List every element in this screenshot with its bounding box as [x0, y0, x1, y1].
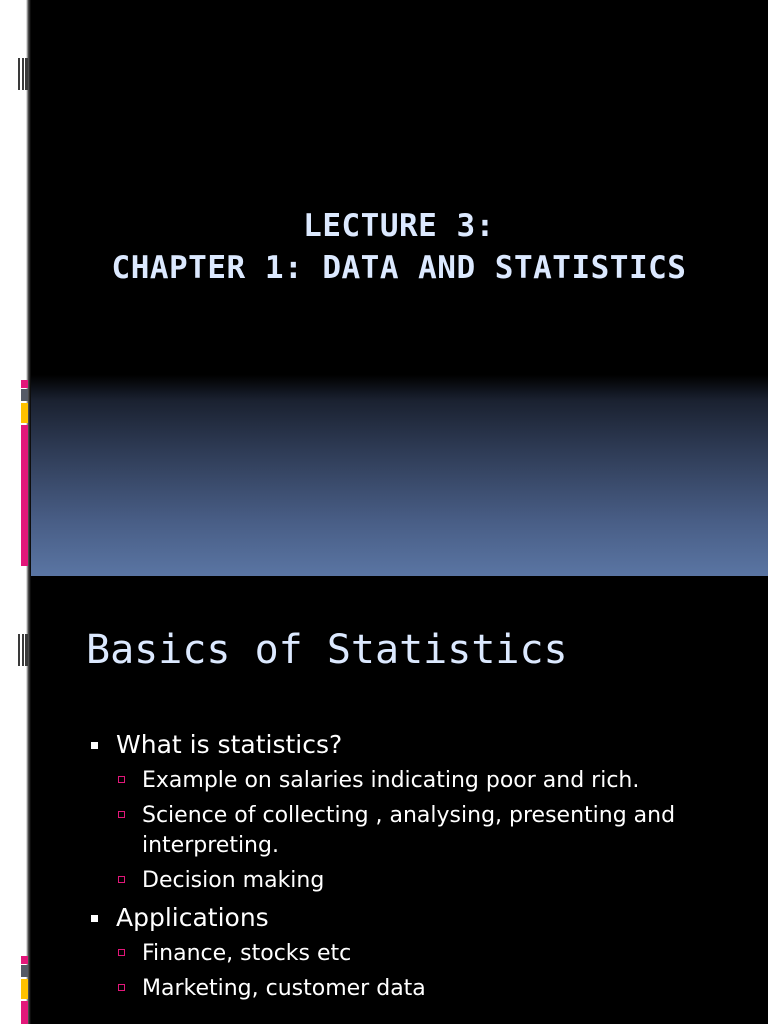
bullet-item: Applications	[90, 901, 740, 935]
accent-strip	[21, 956, 28, 1024]
bullet-item: What is statistics?	[90, 728, 740, 762]
slide-heading: Basics of Statistics	[86, 627, 568, 673]
sub-bullet-item: Marketing, customer data	[116, 974, 740, 1004]
bullet-list	[90, 728, 740, 1009]
sub-bullet-item: Science of collecting , analysing, presenting and interpreting.	[116, 801, 740, 861]
accent-strip	[21, 380, 28, 566]
decorative-bars-icon	[14, 634, 30, 666]
slide-title	[30, 205, 768, 289]
title-line-1: LECTURE 3:	[303, 208, 495, 244]
title-line-2: CHAPTER 1: DATA AND STATISTICS	[111, 250, 687, 286]
sub-bullet-item: Example on salaries indicating poor and rich.	[116, 766, 740, 796]
sub-bullet-item: Finance, stocks etc	[116, 939, 740, 969]
sub-bullet-item: Decision making	[116, 866, 740, 896]
decorative-bars-icon	[14, 58, 30, 90]
